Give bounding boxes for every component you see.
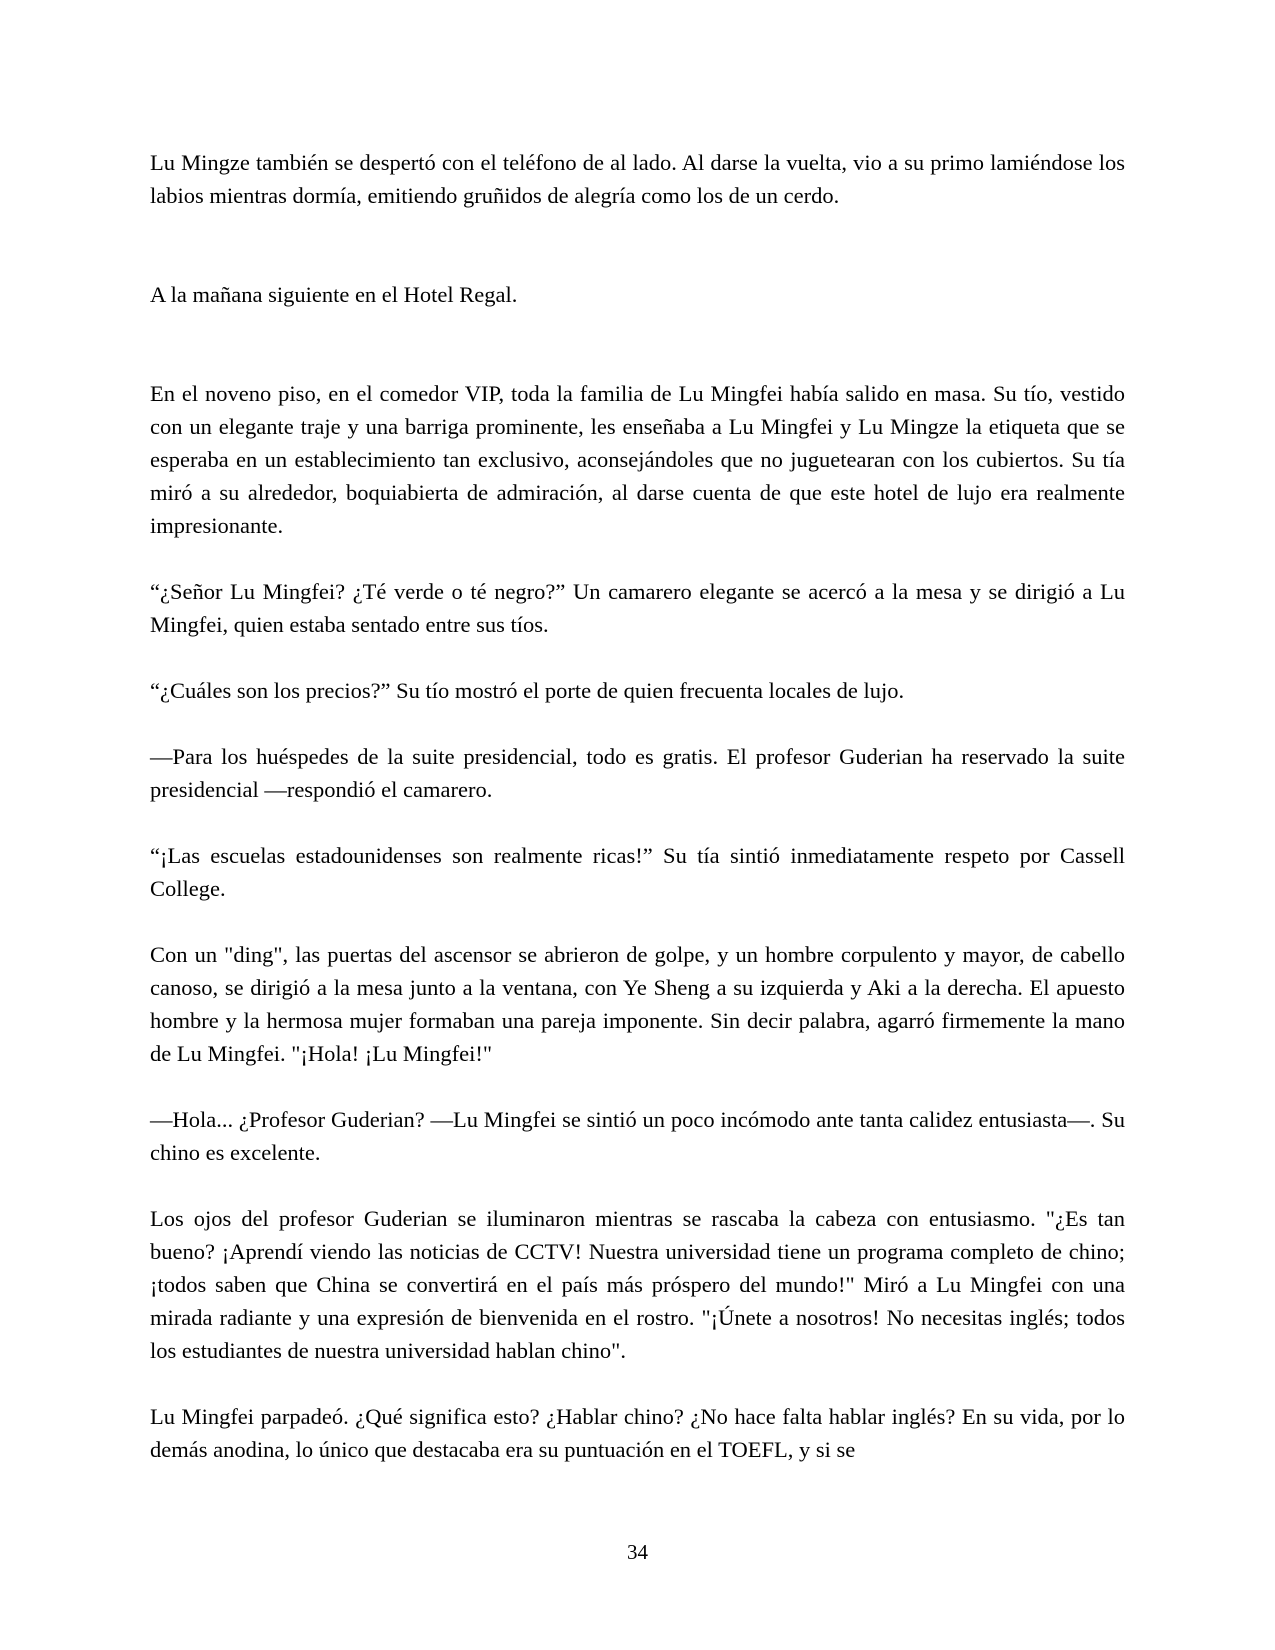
paragraph: “¿Señor Lu Mingfei? ¿Té verde o té negro?” Un camarero elegante se acercó a la mesa y se dirigió a Lu Mingfei, quien estaba sentado entre sus tíos. — [150, 579, 1125, 637]
paragraph: Con un "ding", las puertas del ascensor se abrieron de golpe, y un hombre corpulento y mayor, de cabello canoso, se dirigió a la mesa junto a la ventana, con Ye Sheng a su izquierda y Aki a la derecha. El apuesto hombre y la hermosa mujer formaban una pareja imponente. Sin decir palabra, agarró firmemente la mano de Lu Mingfei. "¡Hola! ¡Lu Mingfei!" — [150, 942, 1125, 1066]
paragraph: A la mañana siguiente en el Hotel Regal. — [150, 282, 518, 307]
paragraph: “¡Las escuelas estadounidenses son realmente ricas!” Su tía sintió inmediatamente respeto por Cassell College. — [150, 843, 1125, 901]
paragraph: Lu Mingfei parpadeó. ¿Qué significa esto? ¿Hablar chino? ¿No hace falta hablar inglés? En su vida, por lo demás anodina, lo único que destacaba era su puntuación en el TOEFL, y si se — [150, 1404, 1125, 1462]
paragraph: —Hola... ¿Profesor Guderian? —Lu Mingfei se sintió un poco incómodo ante tanta calidez entusiasta—. Su chino es excelente. — [150, 1107, 1125, 1165]
paragraph: “¿Cuáles son los precios?” Su tío mostró el porte de quien frecuenta locales de lujo. — [150, 678, 905, 703]
paragraph: En el noveno piso, en el comedor VIP, toda la familia de Lu Mingfei había salido en masa. Su tío, vestido con un elegante traje y una barriga prominente, les enseñaba a Lu Mingfei y Lu Mingze la etiqueta que se esperaba en un establecimiento tan exclusivo, aconsejándoles que no juguetearan con los cubiertos. Su tía miró a su alrededor, boquiabierta de admiración, al darse cuenta de que este hotel de lujo era realmente impresionante. — [150, 381, 1125, 538]
paragraph: Lu Mingze también se despertó con el teléfono de al lado. Al darse la vuelta, vio a su primo lamiéndose los labios mientras dormía, emitiendo gruñidos de alegría como los de un cerdo. — [150, 150, 1125, 208]
paragraph: Los ojos del profesor Guderian se iluminaron mientras se rascaba la cabeza con entusiasmo. "¿Es tan bueno? ¡Aprendí viendo las noticias de CCTV! Nuestra universidad tiene un programa completo de chino; ¡todos saben que China se convertirá en el país más próspero del mundo!" Miró a Lu Mingfei con una mirada radiante y una expresión de bienvenida en el rostro. "¡Únete a nosotros! No necesitas inglés; todos los estudiantes de nuestra universidad hablan chino". — [150, 1206, 1125, 1363]
page-number: 34 — [627, 1540, 648, 1564]
page-body — [150, 146, 1125, 1466]
paragraph: —Para los huéspedes de la suite presidencial, todo es gratis. El profesor Guderian ha reservado la suite presidencial —respondió el camarero. — [150, 744, 1125, 802]
